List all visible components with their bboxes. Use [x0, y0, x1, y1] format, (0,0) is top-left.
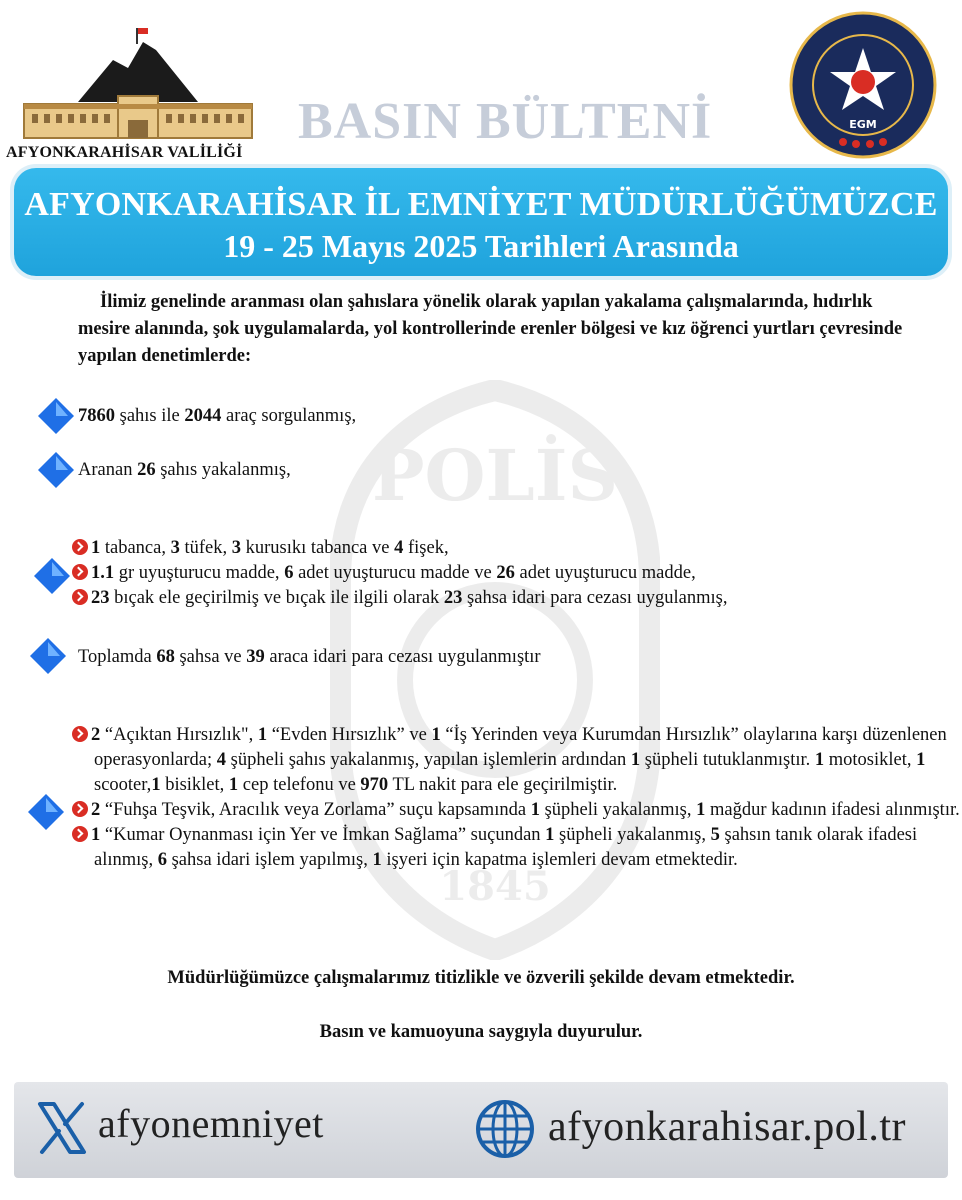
seizure-list: [72, 536, 942, 611]
fines-stat: Toplamda 68 şahsa ve 39 araca idari para cezası uygulanmıştır: [78, 647, 541, 667]
prostitution-operation: 2 “Fuhşa Teşvik, Aracılık veya Zorlama” suçu kapsamında 1 şüpheli yakalanmış, 1 mağdur kadının ifadesi alınmıştır.: [72, 798, 960, 823]
blue-diamond-icon: [32, 556, 72, 596]
blue-diamond-icon: [36, 450, 76, 490]
seizure-knives: 23 bıçak ele geçirilmiş ve bıçak ile ilgili olarak 23 şahsa idari para cezası uygulanmış,: [72, 586, 942, 611]
website-link[interactable]: afyonkarahisar.pol.tr: [548, 1104, 907, 1150]
police-directorate-logo: [788, 10, 938, 160]
blue-diamond-icon: [26, 792, 66, 832]
red-check-bullet-icon: [72, 589, 88, 605]
x-handle[interactable]: afyonemniyet: [98, 1101, 324, 1146]
banner-date-range: 19 - 25 Mayıs 2025 Tarihleri Arasında: [223, 228, 739, 264]
banner-title: AFYONKARAHİSAR İL EMNİYET MÜDÜRLÜĞÜMÜZCE: [24, 186, 938, 223]
red-check-bullet-icon: [72, 726, 88, 742]
red-check-bullet-icon: [72, 826, 88, 842]
closing-statement: Müdürlüğümüzce çalışmalarımız titizlikle ve özverili şekilde devam etmektedir.: [167, 968, 795, 988]
globe-icon[interactable]: [474, 1098, 536, 1160]
x-logo-icon[interactable]: [34, 1100, 90, 1156]
red-check-bullet-icon: [72, 539, 88, 555]
queried-stat: 7860 şahıs ile 2044 araç sorgulanmış,: [78, 406, 357, 426]
svg-text:EGM: EGM: [849, 118, 877, 131]
blue-diamond-icon: [28, 636, 68, 676]
seizure-weapons: 1 tabanca, 3 tüfek, 3 kurusıkı tabanca ve 4 fişek,: [72, 536, 942, 561]
closing-announcement: Basın ve kamuoyuna saygıyla duyurulur.: [319, 1022, 643, 1042]
theft-operations: 2 “Açıktan Hırsızlık", 1 “Evden Hırsızlık” ve 1 “İş Yerinden veya Kurumdan Hırsızlık” olaylarına karşı düzenlenen operasyonlarda; 4 şüpheli şahıs yakalanmış, yapılan işlemlerin ardından 1 şüpheli tutuklanmıştır. 1 motosiklet, 1 scooter,1 bisiklet, 1 cep telefonu ve 970 TL nakit para ele geçirilmiştir.: [72, 723, 960, 798]
red-check-bullet-icon: [72, 801, 88, 817]
blue-diamond-icon: [36, 396, 76, 436]
bulletin-title: BASIN BÜLTENİ: [298, 93, 713, 150]
svg-text:POLİS: POLİS: [371, 434, 619, 517]
governorship-name: AFYONKARAHİSAR VALİLİĞİ: [6, 144, 243, 161]
gambling-operation: 1 “Kumar Oynanması için Yer ve İmkan Sağlama” suçundan 1 şüpheli yakalanmış, 5 şahsın tanık olarak ifadesi alınmış, 6 şahsa idari işlem yapılmış, 1 işyeri için kapatma işlemleri devam etmektedir.: [72, 823, 960, 873]
title-banner: [14, 168, 948, 276]
governorship-building-logo: [18, 20, 258, 140]
seizure-drugs: 1.1 gr uyuşturucu madde, 6 adet uyuşturucu madde ve 26 adet uyuşturucu madde,: [72, 561, 942, 586]
operations-list: [72, 723, 960, 873]
svg-text:1845: 1845: [439, 863, 551, 910]
red-check-bullet-icon: [72, 564, 88, 580]
intro-paragraph: İlimiz genelinde aranması olan şahıslara yönelik olarak yapılan yakalama çalışmalarında, hıdırlık mesire alanında, şok uygulamalarda, yol kontrollerinde erenler bölgesi ve kız öğrenci yurtları çevresinde yapılan denetimlerde:: [78, 292, 903, 366]
wanted-stat: Aranan 26 şahıs yakalanmış,: [78, 460, 291, 480]
